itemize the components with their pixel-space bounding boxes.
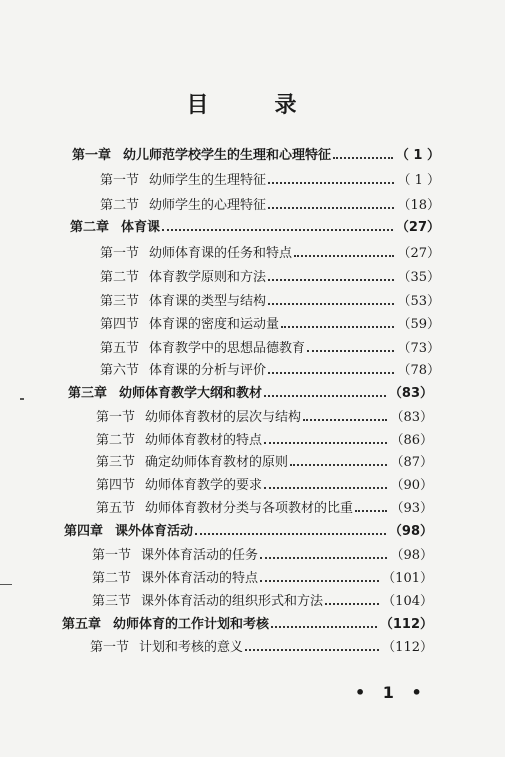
section-title: 幼师体育教学的要求: [145, 478, 263, 493]
page-reference: （83）: [390, 410, 433, 425]
section-title: 幼师学生的心理特征: [149, 198, 267, 213]
section-number: 第一节: [92, 548, 132, 563]
page-reference: （59）: [397, 317, 440, 332]
page-reference: （104）: [382, 594, 433, 609]
toc-section-entry: [92, 569, 433, 589]
section-title: 课外体育活动的组织形式和方法: [141, 594, 324, 609]
page-reference: （112）: [379, 617, 433, 632]
dot-leader: [264, 384, 386, 397]
toc-section-entry: [92, 592, 433, 612]
toc-section-entry: [100, 315, 440, 335]
dot-leader: [162, 218, 393, 231]
page-reference: （ 1 ）: [395, 148, 440, 163]
dot-leader: [260, 546, 387, 559]
dot-leader: [268, 171, 394, 184]
dot-leader: [290, 453, 387, 466]
dot-leader: [264, 431, 387, 444]
toc-chapter-entry: [68, 384, 433, 404]
dot-leader: [355, 499, 387, 512]
section-title: 体育教学原则和方法: [149, 270, 267, 285]
toc-section-entry: [96, 408, 433, 428]
page-reference: （86）: [390, 433, 433, 448]
section-title: 确定幼师体育教材的原则: [145, 455, 289, 470]
page-reference: （112）: [382, 640, 433, 655]
page-reference: （18）: [397, 198, 440, 213]
dot-leader: [268, 361, 394, 374]
page-reference: （98）: [388, 524, 433, 539]
section-title: 幼师学生的生理特征: [149, 173, 267, 188]
scan-mark: [0, 584, 12, 585]
chapter-title: 幼师体育教学大纲和教材: [119, 386, 263, 401]
section-title: 幼师体育教材的层次与结构: [145, 410, 302, 425]
page-reference: （98）: [390, 548, 433, 563]
chapter-title: 幼师体育的工作计划和考核: [113, 617, 270, 632]
dot-leader: [268, 196, 394, 209]
toc-section-entry: [96, 476, 433, 496]
section-number: 第三节: [100, 294, 140, 309]
page-reference: （78）: [397, 363, 440, 378]
section-title: 体育课的分析与评价: [149, 363, 267, 378]
toc-section-entry: [100, 361, 440, 381]
chapter-number: 第三章: [68, 386, 108, 401]
section-title: 幼师体育教材的特点: [145, 433, 263, 448]
section-title: 体育课的密度和运动量: [149, 317, 280, 332]
toc-section-entry: [90, 638, 433, 658]
toc-section-entry: [100, 196, 440, 216]
dot-leader: [268, 292, 394, 305]
toc-chapter-entry: [62, 615, 433, 635]
toc-section-entry: [100, 339, 440, 359]
page-reference: （87）: [390, 455, 433, 470]
page-reference: （ 1 ）: [397, 173, 440, 188]
page-reference: （35）: [397, 270, 440, 285]
section-number: 第四节: [100, 317, 140, 332]
toc-section-entry: [100, 292, 440, 312]
dot-leader: [245, 638, 379, 651]
dot-leader: [271, 615, 377, 628]
page-number: • 1 •: [355, 683, 428, 702]
section-title: 课外体育活动的任务: [141, 548, 259, 563]
chapter-title: 课外体育活动: [115, 524, 194, 539]
toc-section-entry: [92, 546, 433, 566]
dot-leader: [195, 522, 386, 535]
dot-leader: [294, 244, 394, 257]
chapter-number: 第一章: [72, 148, 112, 163]
chapter-title: 幼儿师范学校学生的生理和心理特征: [123, 148, 332, 163]
toc-chapter-entry: [64, 522, 433, 542]
section-title: 幼师体育教材分类与各项教材的比重: [145, 501, 354, 516]
toc-section-entry: [96, 453, 433, 473]
page-reference: （101）: [382, 571, 433, 586]
section-title: 计划和考核的意义: [139, 640, 244, 655]
chapter-title: 体育课: [121, 220, 161, 235]
section-number: 第一节: [100, 246, 140, 261]
section-title: 体育教学中的思想品德教育: [149, 341, 306, 356]
section-number: 第一节: [100, 173, 140, 188]
toc-section-entry: [100, 244, 440, 264]
page-reference: （73）: [397, 341, 440, 356]
toc-section-entry: [100, 268, 440, 288]
dot-leader: [303, 408, 387, 421]
section-number: 第二节: [96, 433, 136, 448]
toc-chapter-entry: [72, 146, 440, 166]
toc-section-entry: [96, 431, 433, 451]
page-reference: （83）: [388, 386, 433, 401]
dot-leader: [260, 569, 379, 582]
page-reference: （27）: [395, 220, 440, 235]
section-number: 第三节: [92, 594, 132, 609]
page-reference: （90）: [390, 478, 433, 493]
section-number: 第三节: [96, 455, 136, 470]
section-number: 第六节: [100, 363, 140, 378]
toc-section-entry: [100, 171, 440, 191]
dot-leader: [325, 592, 379, 605]
chapter-number: 第四章: [64, 524, 104, 539]
section-number: 第一节: [96, 410, 136, 425]
scan-mark: [20, 398, 24, 400]
dot-leader: [264, 476, 387, 489]
section-number: 第二节: [100, 198, 140, 213]
toc-section-entry: [96, 499, 433, 519]
section-number: 第二节: [100, 270, 140, 285]
section-number: 第五节: [96, 501, 136, 516]
dot-leader: [268, 268, 394, 281]
section-title: 课外体育活动的特点: [141, 571, 259, 586]
toc-title: 目 录: [186, 93, 319, 118]
section-number: 第二节: [92, 571, 132, 586]
chapter-number: 第二章: [70, 220, 110, 235]
dot-leader: [281, 315, 394, 328]
dot-leader: [333, 146, 393, 159]
section-title: 体育课的类型与结构: [149, 294, 267, 309]
section-number: 第五节: [100, 341, 140, 356]
dot-leader: [307, 339, 394, 352]
page-reference: （93）: [390, 501, 433, 516]
page-reference: （27）: [397, 246, 440, 261]
page-reference: （53）: [397, 294, 440, 309]
section-title: 幼师体育课的任务和特点: [149, 246, 293, 261]
section-number: 第一节: [90, 640, 130, 655]
toc-chapter-entry: [70, 218, 440, 238]
section-number: 第四节: [96, 478, 136, 493]
chapter-number: 第五章: [62, 617, 102, 632]
